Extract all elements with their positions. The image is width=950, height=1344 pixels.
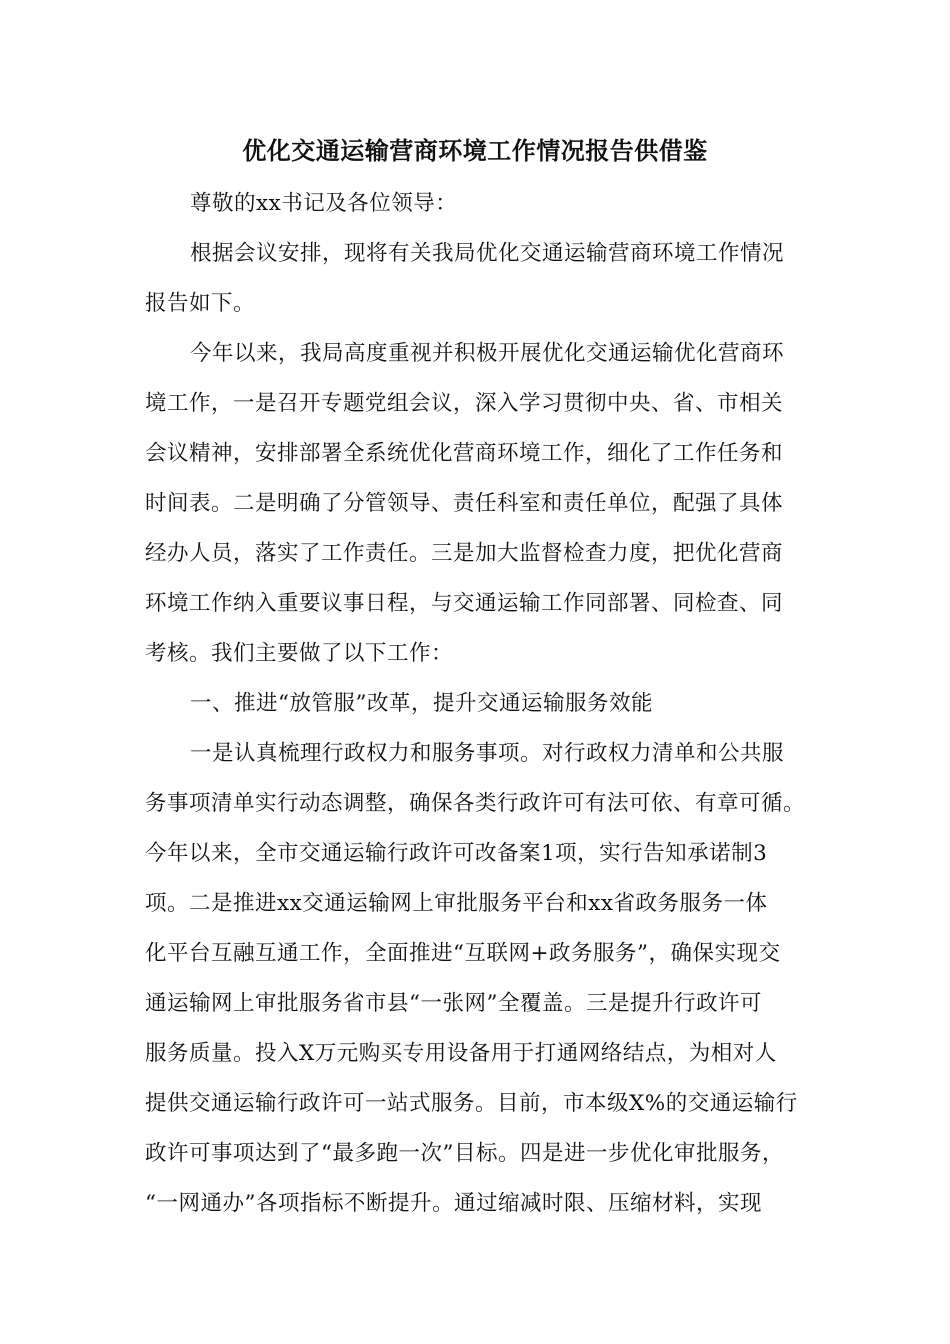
paragraph-line: 时间表。二是明确了分管领导、责任科室和责任单位，配强了具体	[145, 491, 784, 516]
salutation-line: 尊敬的xx书记及各位领导：	[190, 191, 458, 216]
paragraph-line: 项。二是推进xx交通运输网上审批服务平台和xx省政务服务一体	[145, 891, 768, 916]
paragraph-line: 经办人员，落实了工作责任。三是加大监督检查力度，把优化营商	[145, 541, 784, 566]
paragraph-line: 考核。我们主要做了以下工作：	[145, 641, 454, 666]
paragraph-line: 会议精神，安排部署全系统优化营商环境工作，细化了工作任务和	[145, 441, 784, 466]
paragraph-line: 境工作，一是召开专题党组会议，深入学习贯彻中央、省、市相关	[145, 391, 784, 416]
paragraph-line: 务事项清单实行动态调整，确保各类行政许可有法可依、有章可循。	[145, 791, 806, 816]
paragraph-line: 今年以来，我局高度重视并积极开展优化交通运输优化营商环	[190, 341, 785, 366]
paragraph-line: 环境工作纳入重要议事日程，与交通运输工作同部署、同检查、同	[145, 591, 784, 616]
paragraph-line: 今年以来，全市交通运输行政许可改备案1项，实行告知承诺制3	[145, 841, 768, 866]
paragraph-line: 通运输网上审批服务省市县“一张网”全覆盖。三是提升行政许可	[145, 991, 762, 1016]
paragraph-line: 一是认真梳理行政权力和服务事项。对行政权力清单和公共服	[190, 741, 785, 766]
paragraph-line: 根据会议安排，现将有关我局优化交通运输营商环境工作情况	[190, 241, 785, 266]
paragraph-line: 化平台互融互通工作，全面推进“互联网+政务服务”，确保实现交	[145, 941, 781, 966]
paragraph-line: 政许可事项达到了“最多跑一次”目标。四是进一步优化审批服务，	[145, 1141, 784, 1166]
document-title: 优化交通运输营商环境工作情况报告供借鉴	[242, 136, 708, 165]
paragraph-line: 提供交通运输行政许可一站式服务。目前，市本级X%的交通运输行	[145, 1091, 798, 1116]
section-heading: 一、推进“放管服”改革，提升交通运输服务效能	[190, 691, 653, 716]
paragraph-line: 服务质量。投入X万元购买专用设备用于打通网络结点，为相对人	[145, 1041, 777, 1066]
paragraph-line: “一网通办”各项指标不断提升。通过缩减时限、压缩材料，实现	[145, 1191, 762, 1216]
paragraph-line: 报告如下。	[145, 291, 256, 316]
